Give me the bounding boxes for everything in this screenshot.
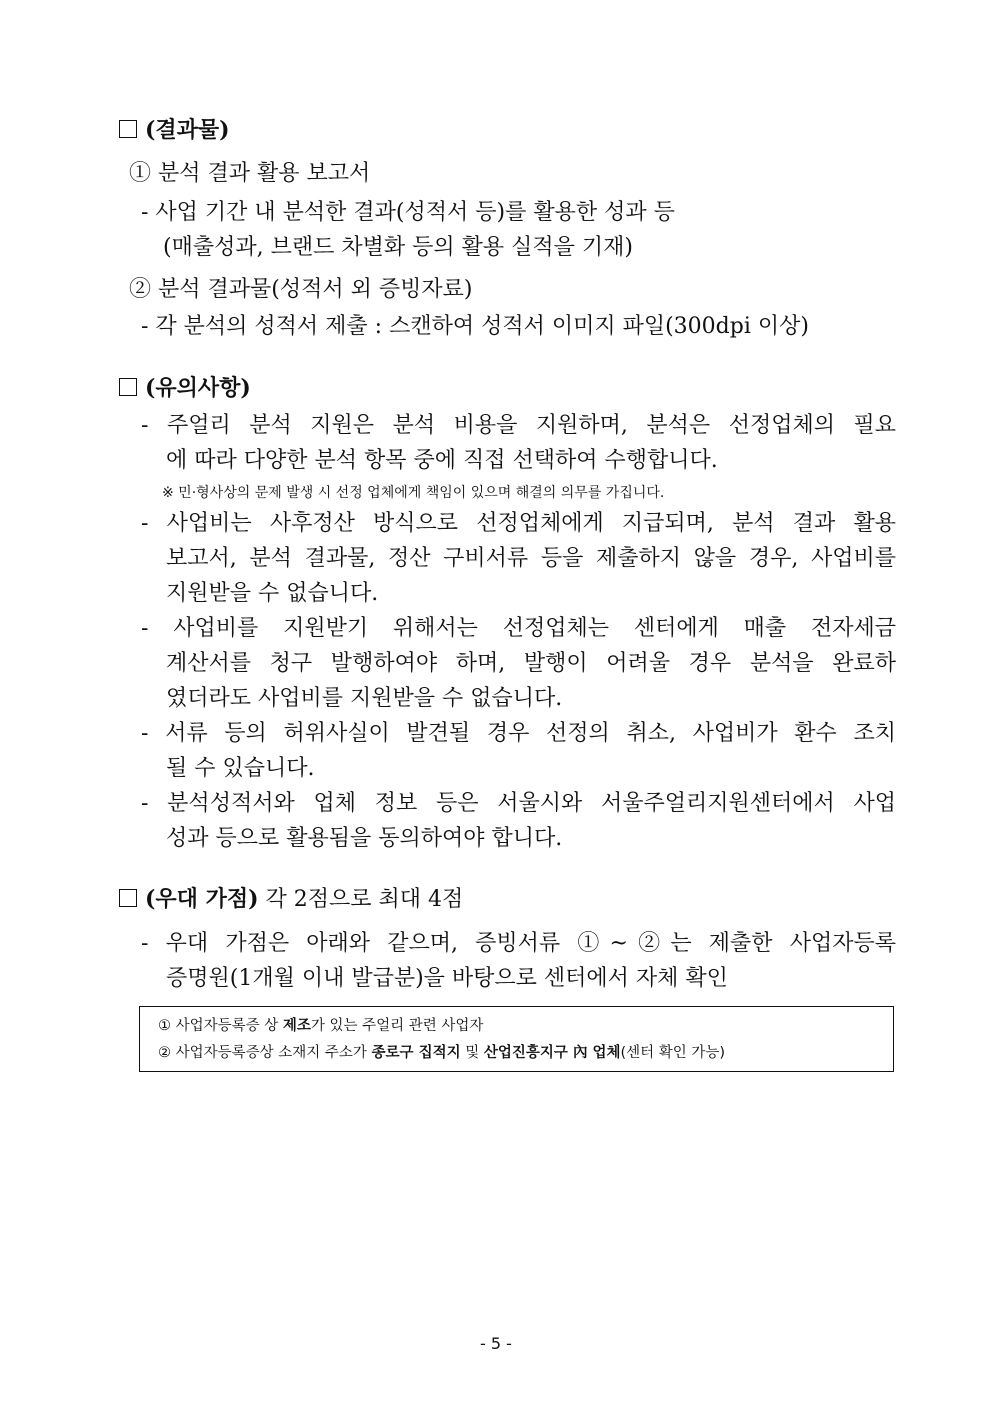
- section-notes-heading: (유의사항): [119, 373, 251, 403]
- item-1-title: ① 분석 결과 활용 보고서: [129, 161, 371, 186]
- item-2-title: ② 분석 결과물(성적서 외 증빙자료): [129, 277, 473, 302]
- notes-p2-line-2: 보고서, 분석 결과물, 정산 구비서류 등을 제출하지 않을 경우, 사업비를: [166, 546, 896, 571]
- page-number: - 5 -: [480, 1334, 512, 1353]
- notes-p4-line-2: 될 수 있습니다.: [166, 756, 315, 781]
- notes-p3-line-2: 계산서를 청구 발행하여야 하며, 발행이 어려울 경우 분석을 완료하: [166, 651, 896, 676]
- bonus-criteria-box: [139, 1006, 894, 1072]
- section-results-heading: (결과물): [119, 115, 230, 145]
- notes-p5-line-2: 성과 등으로 활용됨을 동의하여야 합니다.: [166, 826, 563, 851]
- notes-p3-line-1: - 사업비를 지원받기 위해서는 선정업체는 센터에게 매출 전자세금: [141, 616, 896, 641]
- notes-p2-line-1: - 사업비는 사후정산 방식으로 선정업체에게 지급되며, 분석 결과 활용: [141, 511, 896, 536]
- notes-p2-line-3: 지원받을 수 없습니다.: [166, 581, 379, 606]
- criteria-line-1: ① 사업자등록증 상 제조가 있는 주얼리 관련 사업자: [158, 1018, 484, 1034]
- criteria-line-2: ② 사업자등록증상 소재지 주소가 종로구 집적지 및 산업진흥지구 內 업체(센터 확인 가능): [158, 1045, 726, 1061]
- notes-p1-remark: ※ 민·형사상의 문제 발생 시 선정 업체에게 책임이 있으며 해결의 의무를 가집니다.: [162, 485, 665, 501]
- checkbox-square-icon: [119, 378, 137, 396]
- checkbox-square-icon: [119, 889, 137, 907]
- notes-p4-line-1: - 서류 등의 허위사실이 발견될 경우 선정의 취소, 사업비가 환수 조치: [141, 721, 896, 746]
- bonus-p1-line-2: 증명원(1개월 이내 발급분)을 바탕으로 센터에서 자체 확인: [166, 966, 728, 991]
- notes-p1-line-1: - 주얼리 분석 지원은 분석 비용을 지원하며, 분석은 선정업체의 필요: [141, 413, 896, 438]
- item-2-line-1: - 각 분석의 성적서 제출 : 스캔하여 성적서 이미지 파일(300dpi 이상): [141, 314, 809, 339]
- checkbox-square-icon: [119, 120, 137, 138]
- notes-p1-line-2: 에 따라 다양한 분석 항목 중에 직접 선택하여 수행합니다.: [166, 448, 718, 473]
- item-1-line-1: - 사업 기간 내 분석한 결과(성적서 등)를 활용한 성과 등: [141, 200, 675, 225]
- bonus-p1-line-1: - 우대 가점은 아래와 같으며, 증빙서류 ①~②는 제출한 사업자등록: [141, 931, 896, 956]
- notes-p3-line-3: 였더라도 사업비를 지원받을 수 없습니다.: [166, 686, 563, 711]
- notes-p5-line-1: - 분석성적서와 업체 정보 등은 서울시와 서울주얼리지원센터에서 사업: [141, 791, 896, 816]
- item-1-line-2: (매출성과, 브랜드 차별화 등의 활용 실적을 기재): [163, 235, 633, 260]
- section-bonus-heading: (우대 가점) 각 2점으로 최대 4점: [119, 884, 463, 915]
